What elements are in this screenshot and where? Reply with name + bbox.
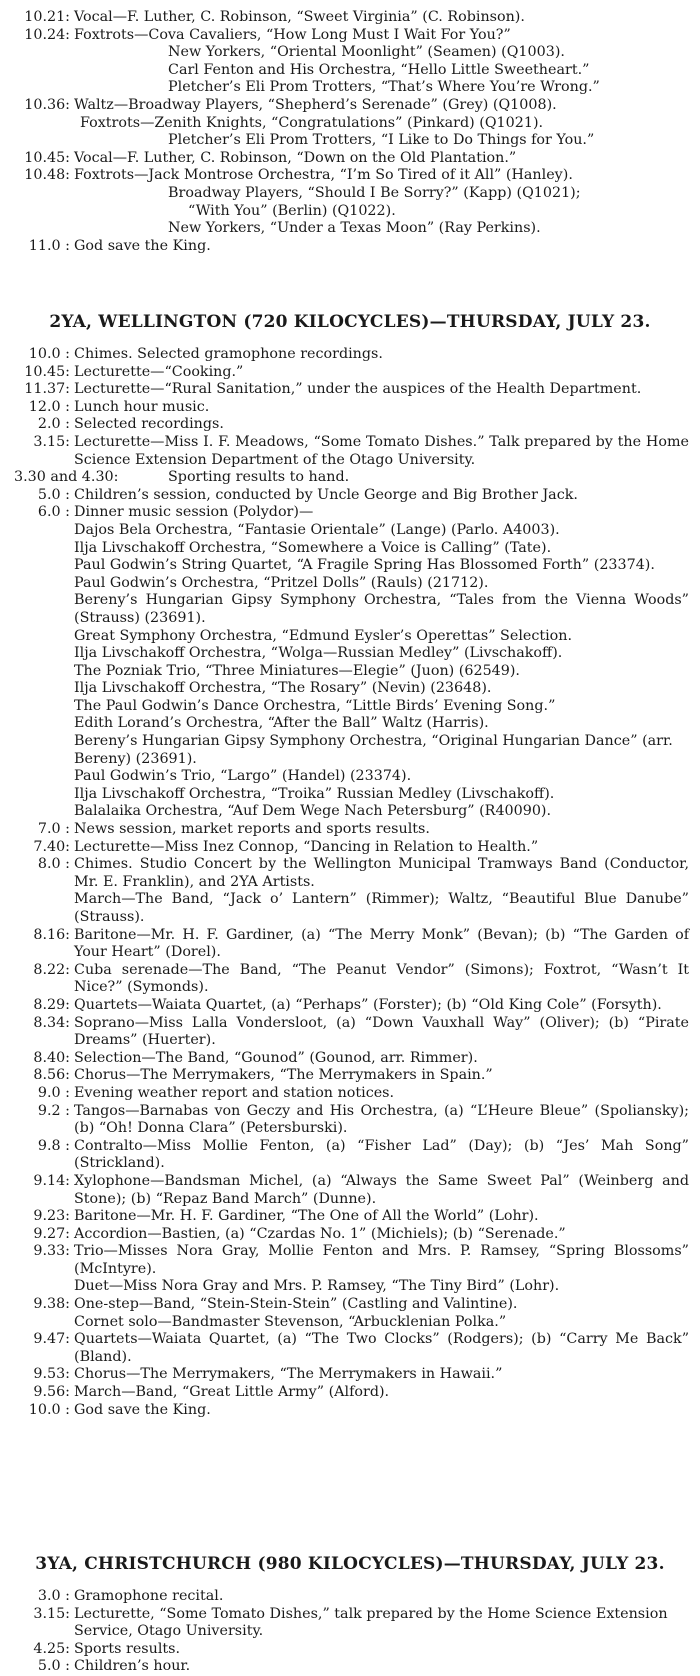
entry-text: Vocal—F. Luther, C. Robinson, “Sweet Virginia” (C. Robinson). [74,9,525,25]
entry-text: Soprano—Miss Lalla Vondersloot, (a) “Down Vauxhall Way” (Oliver); (b) “Pirate Dreams” (Huerter). [74,1014,689,1049]
entry-time: 8.34: [33,1014,70,1031]
dinner-music-item: Ilja Livschakoff Orchestra, “Troika” Russian Medley (Livschakoff). [74,785,555,802]
entry-text: Accordion—Bastien, (a) “Czardas No. 1” (Michiels); (b) “Serenade.” [74,1225,566,1242]
programme-entry [0,1366,700,1384]
programme-entry [0,1015,689,1050]
programme-entry [0,1384,700,1402]
entry-time: 4.25: [33,1640,70,1657]
entry-text: Trio—Misses Nora Gray, Mollie Fenton and Mrs. P. Ramsey, “Spring Blossoms” (McIntyre). [74,1243,689,1277]
programme-entry [0,1606,689,1641]
programme-entry [0,399,700,417]
entry-text: God save the King. [74,237,211,254]
entry-text: Tangos—Barnabas von Geczy and His Orchestra, (a) “L’Heure Bleue” (Spoliansky); (b) “Oh! Donna Clara” (Petersburski). [74,1102,689,1137]
entry-text: Dinner music session (Polydor)— [74,504,314,521]
entry-time: 8.22: [33,961,70,978]
entry-text: Vocal—F. Luther, C. Robinson, “Down on the Old Plantation.” [74,149,517,166]
entry-time: 8.56: [33,1067,70,1084]
entry-text: Chorus—The Merrymakers, “The Merrymakers in Spain.” [74,1067,493,1084]
programme-entry [0,167,700,185]
entry-time: 9.14: [33,1172,70,1189]
dinner-music-item: The Pozniak Trio, “Three Miniatures—Elegie” (Juon) (62549). [74,662,520,679]
entry-text: One-step—Band, “Stein-Stein-Stein” (Castling and Valintine). [74,1296,518,1313]
entry-time: 3.15: [33,433,70,450]
entry-time: 3.0 : [37,1588,70,1604]
entry-time: 10.45: [24,363,70,380]
programme-entry [0,1208,700,1226]
entry-text: Baritone—Mr. H. F. Gardiner, (a) “The Merry Monk” (Bevan); (b) “The Garden of Your Heart” (Dorel). [74,926,689,961]
entry-continuation: Carl Fenton and His Orchestra, “Hello Little Sweetheart.” [168,61,590,78]
entry-continuation: “With You” (Berlin) (Q1022). [188,202,396,219]
dinner-music-item: Great Symphony Orchestra, “Edmund Eysler’s Operettas” Selection. [74,627,573,644]
programme-entry [0,27,700,45]
entry-text: Xylophone—Bandsman Michel, (a) “Always the Same Sweet Pal” (Weinberg and Stone); (b) “Repaz Band March” (Dunne). [74,1172,689,1207]
entry-time: 5.0 : [37,1658,70,1675]
entry-text: Lecturette—“Cooking.” [74,363,244,380]
entry-text: Quartets—Waiata Quartet, (a) “Perhaps” (Forster); (b) “Old King Cole” (Forsyth). [74,996,662,1013]
programme-entry [0,469,700,487]
section-2ya [0,346,700,1419]
entry-time: 3.30 and 4.30: [14,469,119,486]
entry-time: 8.29: [33,996,70,1013]
dinner-music-item: Ilja Livschakoff Orchestra, “Wolga—Russian Medley” (Livschakoff). [74,645,563,662]
entry-time: 10.24: [24,26,70,43]
entry-text: Sporting results to hand. [168,469,350,486]
entry-time: 9.38: [33,1296,70,1313]
programme-entry [0,821,700,839]
programme-entry [0,504,700,522]
entry-text: Lecturette, “Some Tomato Dishes,” talk prepared by the Home Science Extension Service, Otago University. [74,1605,668,1640]
programme-entry [0,1402,700,1420]
station-heading-3ya: 3YA, CHRISTCHURCH (980 KILOCYCLES)—THURSDAY, JULY 23. [35,1554,665,1574]
dinner-music-item: Dajos Bela Orchestra, “Fantasie Orientale” (Lange) (Parlo. A4003). [74,521,560,538]
programme-entry [0,997,689,1015]
station-heading-2ya: 2YA, WELLINGTON (720 KILOCYCLES)—THURSDAY, JULY 23. [49,312,651,332]
entry-continuation: Duet—Miss Nora Gray and Mrs. P. Ramsey, “The Tiny Bird” (Lohr). [74,1278,560,1295]
dinner-music-item: Paul Godwin’s Orchestra, “Pritzel Dolls” (Rauls) (21712). [74,574,489,591]
entry-time: 12.0 : [28,398,70,415]
entry-text: Baritone—Mr. H. F. Gardiner, “The One of All the World” (Lohr). [74,1208,539,1225]
entry-text: Children’s hour. [74,1658,191,1675]
section-3ya [0,1588,700,1676]
entry-time: 11.37: [24,381,70,398]
programme-entry [0,434,689,469]
entry-time: 10.36: [24,96,70,113]
dinner-music-item: Balalaika Orchestra, “Auf Dem Wege Nach Petersburg” (R40090). [74,803,552,820]
entry-text: Foxtrots—Jack Montrose Orchestra, “I’m So Tired of it All” (Hanley). [74,167,573,184]
programme-entry [0,839,700,857]
dinner-music-item: Ilja Livschakoff Orchestra, “Somewhere a Voice is Calling” (Tate). [74,539,552,556]
entry-time: 9.8 : [37,1137,70,1154]
programme-entry [0,1173,689,1208]
entry-time: 9.56: [33,1384,70,1401]
entry-continuation: New Yorkers, “Under a Texas Moon” (Ray Perkins). [168,220,541,237]
entry-time: 9.23: [33,1208,70,1225]
entry-time: 9.0 : [37,1084,70,1101]
programme-entry [0,1138,689,1173]
programme-entry [0,1658,700,1676]
entry-time: 10.21: [24,9,70,25]
entry-text: Waltz—Broadway Players, “Shepherd’s Serenade” (Grey) (Q1008). [74,96,557,113]
programme-entry [0,1085,700,1103]
entry-continuation: New Yorkers, “Oriental Moonlight” (Seamen) (Q1003). [168,44,565,61]
programme-entry [0,1103,689,1138]
entry-text: Chimes. Studio Concert by the Wellington Municipal Tramways Band (Conductor, Mr. E. Franklin), and 2YA Artists. [74,856,689,890]
programme-entry [0,364,700,382]
programme-entry [0,927,689,962]
section-1yc-continued [0,9,700,255]
programme-entry [0,97,700,115]
entry-text: Selection—The Band, “Gounod” (Gounod, arr. Rimmer). [74,1049,478,1066]
programme-entry [0,416,700,434]
entry-continuation: Foxtrots—Zenith Knights, “Congratulations” (Pinkard) (Q1021). [80,114,544,131]
entry-text: Cuba serenade—The Band, “The Peanut Vendor” (Simons); Foxtrot, “Wasn’t It Nice?” (Symonds). [74,961,689,996]
programme-entry [0,1588,700,1606]
entry-time: 5.0 : [37,486,70,503]
programme-entry [0,150,700,168]
entry-time: 10.48: [24,167,70,184]
programme-entry [0,346,700,364]
entry-time: 9.53: [33,1366,70,1383]
entry-continuation: Pletcher’s Eli Prom Trotters, “That’s Where You’re Wrong.” [168,79,600,96]
entry-continuation: Broadway Players, “Should I Be Sorry?” (Kapp) (Q1021); [168,184,581,201]
programme-entry [0,1050,700,1068]
entry-time: 7.40: [33,838,70,855]
dinner-music-item: The Paul Godwin’s Dance Orchestra, “Little Birds’ Evening Song.” [74,697,556,714]
entry-time: 6.0 : [37,504,70,521]
entry-time: 9.47: [33,1331,70,1348]
entry-time: 11.0 : [28,237,70,254]
programme-entry [0,1331,689,1366]
programme-entry [0,238,700,256]
programme-entry [0,381,689,399]
entry-continuation-text: March—The Band, “Jack o’ Lantern” (Rimmer); Waltz, “Beautiful Blue Danube” (Strauss). [74,891,689,925]
dinner-music-text: Paul Godwin’s String Quartet, “A Fragile Spring Has Blossomed Forth” (23374). [74,557,655,574]
entry-text: Evening weather report and station notices. [74,1084,395,1101]
programme-entry [0,1296,700,1314]
programme-entry [0,962,689,997]
entry-time: 9.2 : [37,1102,70,1119]
entry-time: 7.0 : [37,821,70,838]
entry-text: Chimes. Selected gramophone recordings. [74,346,383,362]
entry-text: God save the King. [74,1401,211,1418]
entry-text: Lunch hour music. [74,398,210,415]
dinner-music-item [0,557,689,575]
dinner-music-text: Bereny’s Hungarian Gipsy Symphony Orchestra, “Original Hungarian Dance” (arr. Bereny) (23691). [74,733,673,767]
programme-entry [0,1641,700,1659]
entry-time: 10.0 : [28,1401,70,1418]
entry-time: 10.0 : [28,346,70,362]
dinner-music-item [0,733,689,768]
entry-text: Foxtrots—Cova Cavaliers, “How Long Must I Wait For You?” [74,26,511,43]
entry-text: Contralto—Miss Mollie Fenton, (a) “Fisher Lad” (Day); (b) “Jes’ Mah Song” (Strickland). [74,1137,689,1172]
entry-text: Quartets—Waiata Quartet, (a) “The Two Clocks” (Rodgers); (b) “Carry Me Back” (Bland). [74,1331,689,1365]
entry-text: Gramophone recital. [74,1588,224,1604]
programme-entry [0,856,689,891]
entry-text: Lecturette—“Rural Sanitation,” under the auspices of the Health Department. [74,381,642,398]
entry-text: Chorus—The Merrymakers, “The Merrymakers in Hawaii.” [74,1366,503,1383]
entry-text: Selected recordings. [74,416,224,433]
entry-time: 8.16: [33,926,70,943]
entry-text: Children’s session, conducted by Uncle George and Big Brother Jack. [74,486,578,503]
entry-time: 3.15: [33,1605,70,1622]
dinner-music-item: Edith Lorand’s Orchestra, “After the Ball” Waltz (Harris). [74,715,489,732]
entry-time: 9.27: [33,1225,70,1242]
dinner-music-item: Paul Godwin’s Trio, “Largo” (Handel) (23374). [74,768,412,785]
entry-text: Lecturette—Miss I. F. Meadows, “Some Tomato Dishes.” Talk prepared by the Home Science Extension Department of the Otago University. [74,433,689,468]
entry-time: 9.33: [33,1243,70,1260]
programme-entry [0,487,700,505]
dinner-music-item [0,592,689,627]
entry-time: 8.40: [33,1049,70,1066]
entry-text: Lecturette—Miss Inez Connop, “Dancing in Relation to Health.” [74,838,539,855]
dinner-music-text: Bereny’s Hungarian Gipsy Symphony Orchestra, “Tales from the Vienna Woods” (Strauss) (23691). [74,592,689,626]
entry-time: 10.45: [24,149,70,166]
programme-entry [0,1243,689,1278]
entry-continuation: Cornet solo—Bandmaster Stevenson, “Arbucklenian Polka.” [74,1313,507,1330]
entry-continuation [0,891,689,926]
dinner-music-item: Ilja Livschakoff Orchestra, “The Rosary” (Nevin) (23648). [74,680,492,697]
programme-entry [0,1067,700,1085]
entry-text: March—Band, “Great Little Army” (Alford). [74,1384,390,1401]
entry-text: News session, market reports and sports results. [74,821,430,838]
entry-time: 8.0 : [37,856,70,873]
entry-time: 2.0 : [37,416,70,433]
programme-entry [0,9,700,27]
entry-text: Sports results. [74,1640,181,1657]
entry-continuation: Pletcher’s Eli Prom Trotters, “I Like to Do Things for You.” [168,132,595,149]
programme-entry [0,1226,700,1244]
